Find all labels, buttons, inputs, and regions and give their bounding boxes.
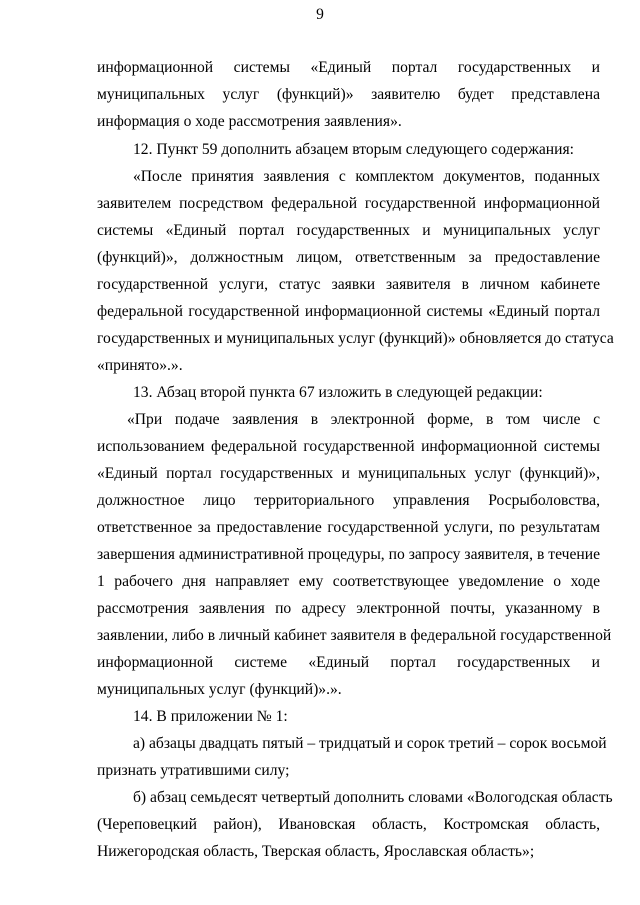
paragraph-heading: 12. Пункт 59 дополнить абзацем вторым следующего содержания:	[133, 141, 574, 158]
text-line: а) абзацы двадцать пятый – тридцатый и сорок третий – сорок восьмой	[133, 735, 607, 752]
text-line: рассмотрения заявления по адресу электронной почты, указанному в	[97, 600, 600, 617]
text-line: ответственное за предоставление государственной услуги, по результатам	[97, 519, 600, 536]
text-line: (Череповецкий район), Ивановская область, Костромская область,	[97, 816, 600, 833]
text-line: муниципальных услуг (функций)» заявителю будет представлена	[97, 86, 600, 103]
text-line: системы «Единый портал государственных и муниципальных услуг	[97, 222, 600, 239]
text-line: государственных и муниципальных услуг (функций)» обновляется до статуса	[97, 330, 614, 347]
text-line: Нижегородская область, Тверская область, Ярославская область»;	[97, 843, 535, 860]
text-line: (функций)», должностным лицом, ответственным за предоставление	[97, 249, 600, 266]
text-line: должностное лицо территориального управления Росрыболовства,	[97, 492, 600, 509]
text-line: заявлении, либо в личный кабинет заявителя в федеральной государственной	[97, 627, 612, 644]
text-line: заявителем посредством федеральной государственной информационной	[97, 195, 600, 212]
paragraph-heading: 14. В приложении № 1:	[133, 708, 288, 725]
text-line: информация о ходе рассмотрения заявления».	[97, 113, 402, 130]
paragraph-heading: 13. Абзац второй пункта 67 изложить в следующей редакции:	[133, 384, 543, 401]
text-line: «После принятия заявления с комплектом документов, поданных	[133, 168, 600, 185]
text-line: завершения административной процедуры, по запросу заявителя, в течение	[97, 546, 600, 563]
text-line: «При подаче заявления в электронной форме, в том числе с	[127, 411, 600, 428]
page-number: 9	[316, 6, 324, 23]
text-line: б) абзац семьдесят четвертый дополнить словами «Вологодская область	[133, 789, 613, 806]
text-line: использованием федеральной государственной информационной системы	[97, 438, 600, 455]
text-line: федеральной государственной информационной системы «Единый портал	[97, 303, 600, 320]
text-line: признать утратившими силу;	[97, 762, 290, 779]
text-line: «принято».».	[97, 357, 183, 374]
text-line: информационной системы «Единый портал государственных и	[97, 59, 600, 76]
text-line: «Единый портал государственных и муниципальных услуг (функций)»,	[97, 465, 600, 482]
text-line: государственной услуги, статус заявки заявителя в личном кабинете	[97, 276, 600, 293]
text-line: информационной системе «Единый портал государственных и	[97, 654, 600, 671]
text-line: 1 рабочего дня направляет ему соответствующее уведомление о ходе	[97, 573, 600, 590]
text-line: муниципальных услуг (функций)».».	[97, 681, 342, 698]
